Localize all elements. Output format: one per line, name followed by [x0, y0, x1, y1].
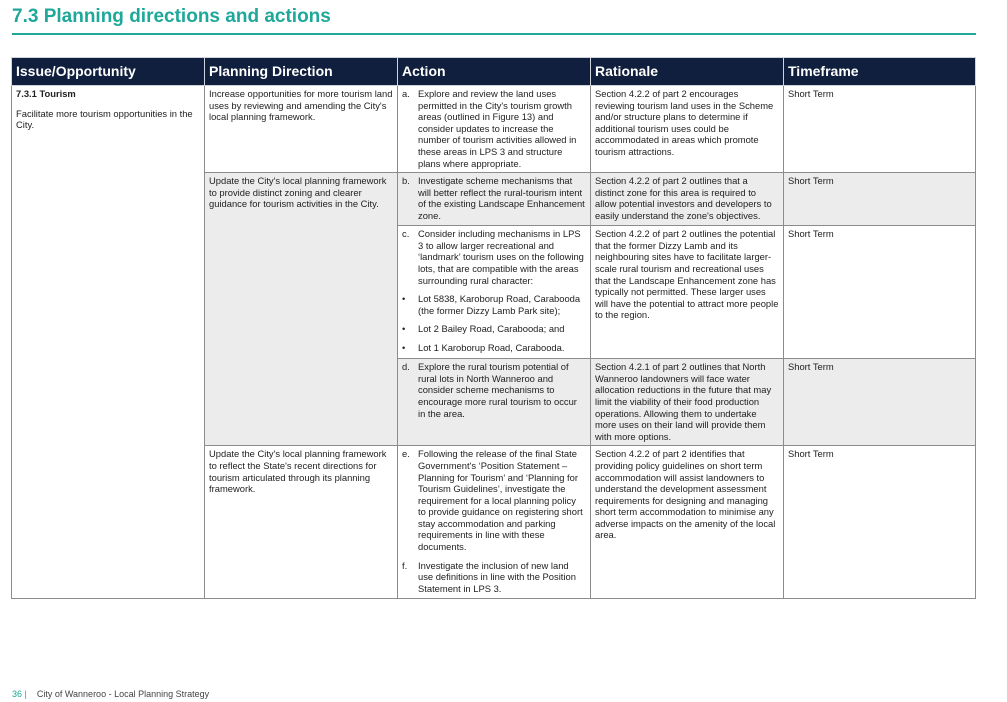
- action-marker: c.: [402, 228, 410, 240]
- issue-title: 7.3.1 Tourism: [16, 88, 76, 99]
- action-cell: [398, 446, 591, 599]
- timeframe-cell: Short Term: [784, 173, 976, 226]
- lot-text: Lot 1 Karoborup Road, Carabooda.: [418, 341, 565, 353]
- action-item: [402, 175, 586, 221]
- timeframe-cell: Short Term: [784, 226, 976, 359]
- action-marker: f.: [402, 559, 408, 571]
- action-cell: [398, 86, 591, 173]
- rationale-cell: Section 4.2.2 of part 2 encourages reviewing tourism land uses in the Scheme and/or structure plans to determine if additional tourism uses could be accommodated in areas which promote tourism attractions.: [591, 86, 784, 173]
- header-direction: Planning Direction: [205, 58, 398, 86]
- planning-table: [11, 57, 976, 599]
- action-marker: e.: [402, 448, 410, 460]
- action-text: Investigate scheme mechanisms that will better reflect the rural-tourism intent of the existing Landscape Enhancement zone.: [418, 175, 585, 221]
- list-item: [402, 323, 586, 335]
- table-header-row: [12, 58, 976, 86]
- issue-description: Facilitate more tourism opportunities in the City.: [16, 107, 193, 131]
- document-title: City of Wanneroo - Local Planning Strategy: [36, 689, 210, 699]
- action-item: [402, 361, 586, 419]
- issue-cell: [12, 86, 205, 599]
- action-marker: a.: [402, 88, 410, 99]
- action-item: [402, 228, 586, 286]
- rationale-cell: Section 4.2.2 of part 2 outlines that a distinct zone for this area is required to allow potential investors and developers to easily understand the zone's objectives.: [591, 173, 784, 226]
- lot-text: Lot 5838, Karoborup Road, Carabooda (the former Dizzy Lamb Park site);: [418, 293, 581, 316]
- direction-cell: Increase opportunities for more tourism land uses by reviewing and amending the City's local planning framework.: [205, 86, 398, 173]
- list-item: [402, 293, 586, 316]
- timeframe-cell: Short Term: [784, 86, 976, 173]
- timeframe-cell: Short Term: [784, 446, 976, 599]
- page-footer: [12, 689, 209, 699]
- action-cell: [398, 173, 591, 226]
- direction-cell: Update the City's local planning framework to provide distinct zoning and clearer guidance for tourism activities in the City.: [205, 173, 398, 446]
- rationale-cell: Section 4.2.1 of part 2 outlines that North Wanneroo landowners will face water allocation reductions in the future that may limit the viability of their food production operations. Allowing them to undertake more uses on their land will provide them with more options.: [591, 359, 784, 446]
- list-item: [402, 342, 586, 354]
- action-cell: [398, 359, 591, 446]
- rationale-cell: Section 4.2.2 of part 2 identifies that providing policy guidelines on short term accommodation will assist landowners to understand the development assessment requirements for designing and managing short term accommodation to minimise any adverse impacts on the amenity of the local area.: [591, 446, 784, 599]
- action-item: [402, 560, 586, 595]
- timeframe-cell: Short Term: [784, 359, 976, 446]
- action-marker: d.: [402, 361, 410, 373]
- action-text: Investigate the inclusion of new land use definitions in line with the Position Statement in LPS 3.: [418, 559, 576, 594]
- bullet-marker: •: [402, 323, 406, 335]
- page-title: 7.3 Planning directions and actions: [12, 6, 331, 27]
- action-text: Explore and review the land uses permitted in the City's tourism growth areas (outlined in Figure 13) and consider updates to increase the number of tourism activities allowed in these areas in LPS 3 and structure plans where appropriate.: [418, 88, 577, 169]
- header-rationale: Rationale: [591, 58, 784, 86]
- action-cell: [398, 226, 591, 359]
- header-timeframe: Timeframe: [784, 58, 976, 86]
- bullet-marker: •: [402, 341, 406, 353]
- action-item: [402, 448, 586, 552]
- action-text: Following the release of the final State Government's ‘Position Statement – Planning for Tourism’ and ‘Planning for Tourism Guidelines’, investigate the requirement for a local planning policy to provide guidance on registering short stay accommodation and parking requirements in line with these documents.: [418, 448, 583, 553]
- page-number: 36 |: [12, 689, 27, 699]
- action-text: Consider including mechanisms in LPS 3 to allow larger recreational and ‘landmark’ tourism uses on the following lots, that are compatible with the areas surrounding rural character:: [418, 228, 584, 286]
- direction-cell: Update the City's local planning framework to reflect the State's recent directions for tourism articulated through its planning framework.: [205, 446, 398, 599]
- header-action: Action: [398, 58, 591, 86]
- header-issue: Issue/Opportunity: [12, 58, 205, 86]
- table-row: [12, 86, 976, 173]
- action-item: [402, 88, 586, 169]
- rationale-cell: Section 4.2.2 of part 2 outlines the potential that the former Dizzy Lamb and its neighbouring sites have to facilitate larger-scale rural tourism and recreational uses that the Landscape Enhancement zone has typically not permitted. These larger uses will have the potential to attract more people to the region.: [591, 226, 784, 359]
- title-divider: [12, 33, 976, 35]
- action-marker: b.: [402, 175, 410, 187]
- bullet-marker: •: [402, 293, 406, 305]
- action-text: Explore the rural tourism potential of rural lots in North Wanneroo and consider scheme mechanisms to encourage more rural tourism to occur in the area.: [418, 361, 577, 419]
- lot-text: Lot 2 Bailey Road, Carabooda; and: [418, 323, 565, 335]
